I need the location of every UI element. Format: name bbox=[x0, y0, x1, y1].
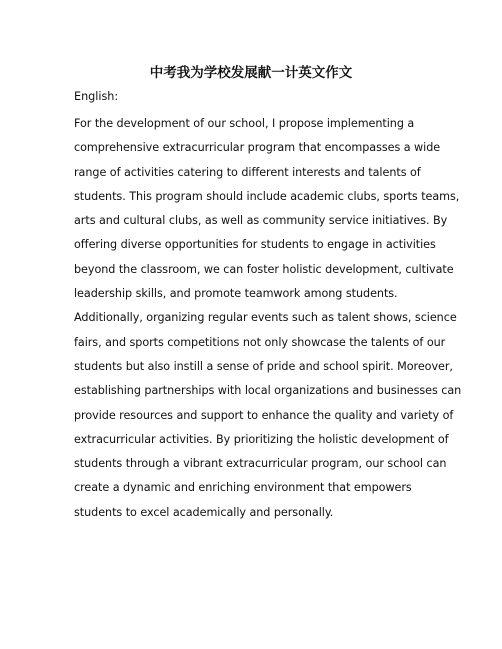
essay-line: students. This program should include academic clubs, sports teams, bbox=[74, 189, 460, 203]
essay-body bbox=[74, 112, 462, 525]
essay-line: Additionally, organizing regular events such as talent shows, science bbox=[74, 311, 457, 325]
essay-line: create a dynamic and enriching environment that empowers bbox=[74, 481, 412, 495]
essay-line: offering diverse opportunities for students to engage in activities bbox=[74, 238, 436, 252]
essay-line: leadership skills, and promote teamwork among students. bbox=[74, 287, 398, 301]
essay-line: range of activities catering to different interests and talents of bbox=[74, 165, 421, 179]
essay-line: students but also instill a sense of pride and school spirit. Moreover, bbox=[74, 359, 453, 373]
essay-line: establishing partnerships with local organizations and businesses can bbox=[74, 384, 462, 398]
language-label: English: bbox=[74, 90, 119, 103]
essay-line: students to excel academically and personally. bbox=[74, 505, 334, 519]
essay-line: students through a vibrant extracurricular program, our school can bbox=[74, 457, 447, 471]
essay-line: comprehensive extracurricular program that encompasses a wide bbox=[74, 141, 441, 155]
essay-line: For the development of our school, I propose implementing a bbox=[74, 117, 415, 130]
essay-line: fairs, and sports competitions not only showcase the talents of our bbox=[74, 335, 446, 349]
document-title: 中考我为学校发展献一计英文作文 bbox=[149, 65, 353, 81]
essay-line: provide resources and support to enhance the quality and variety of bbox=[74, 408, 454, 422]
essay-line: arts and cultural clubs, as well as community service initiatives. By bbox=[74, 214, 448, 228]
essay-line: beyond the classroom, we can foster holistic development, cultivate bbox=[74, 262, 454, 276]
essay-line: extracurricular activities. By prioritizing the holistic development of bbox=[74, 432, 449, 446]
